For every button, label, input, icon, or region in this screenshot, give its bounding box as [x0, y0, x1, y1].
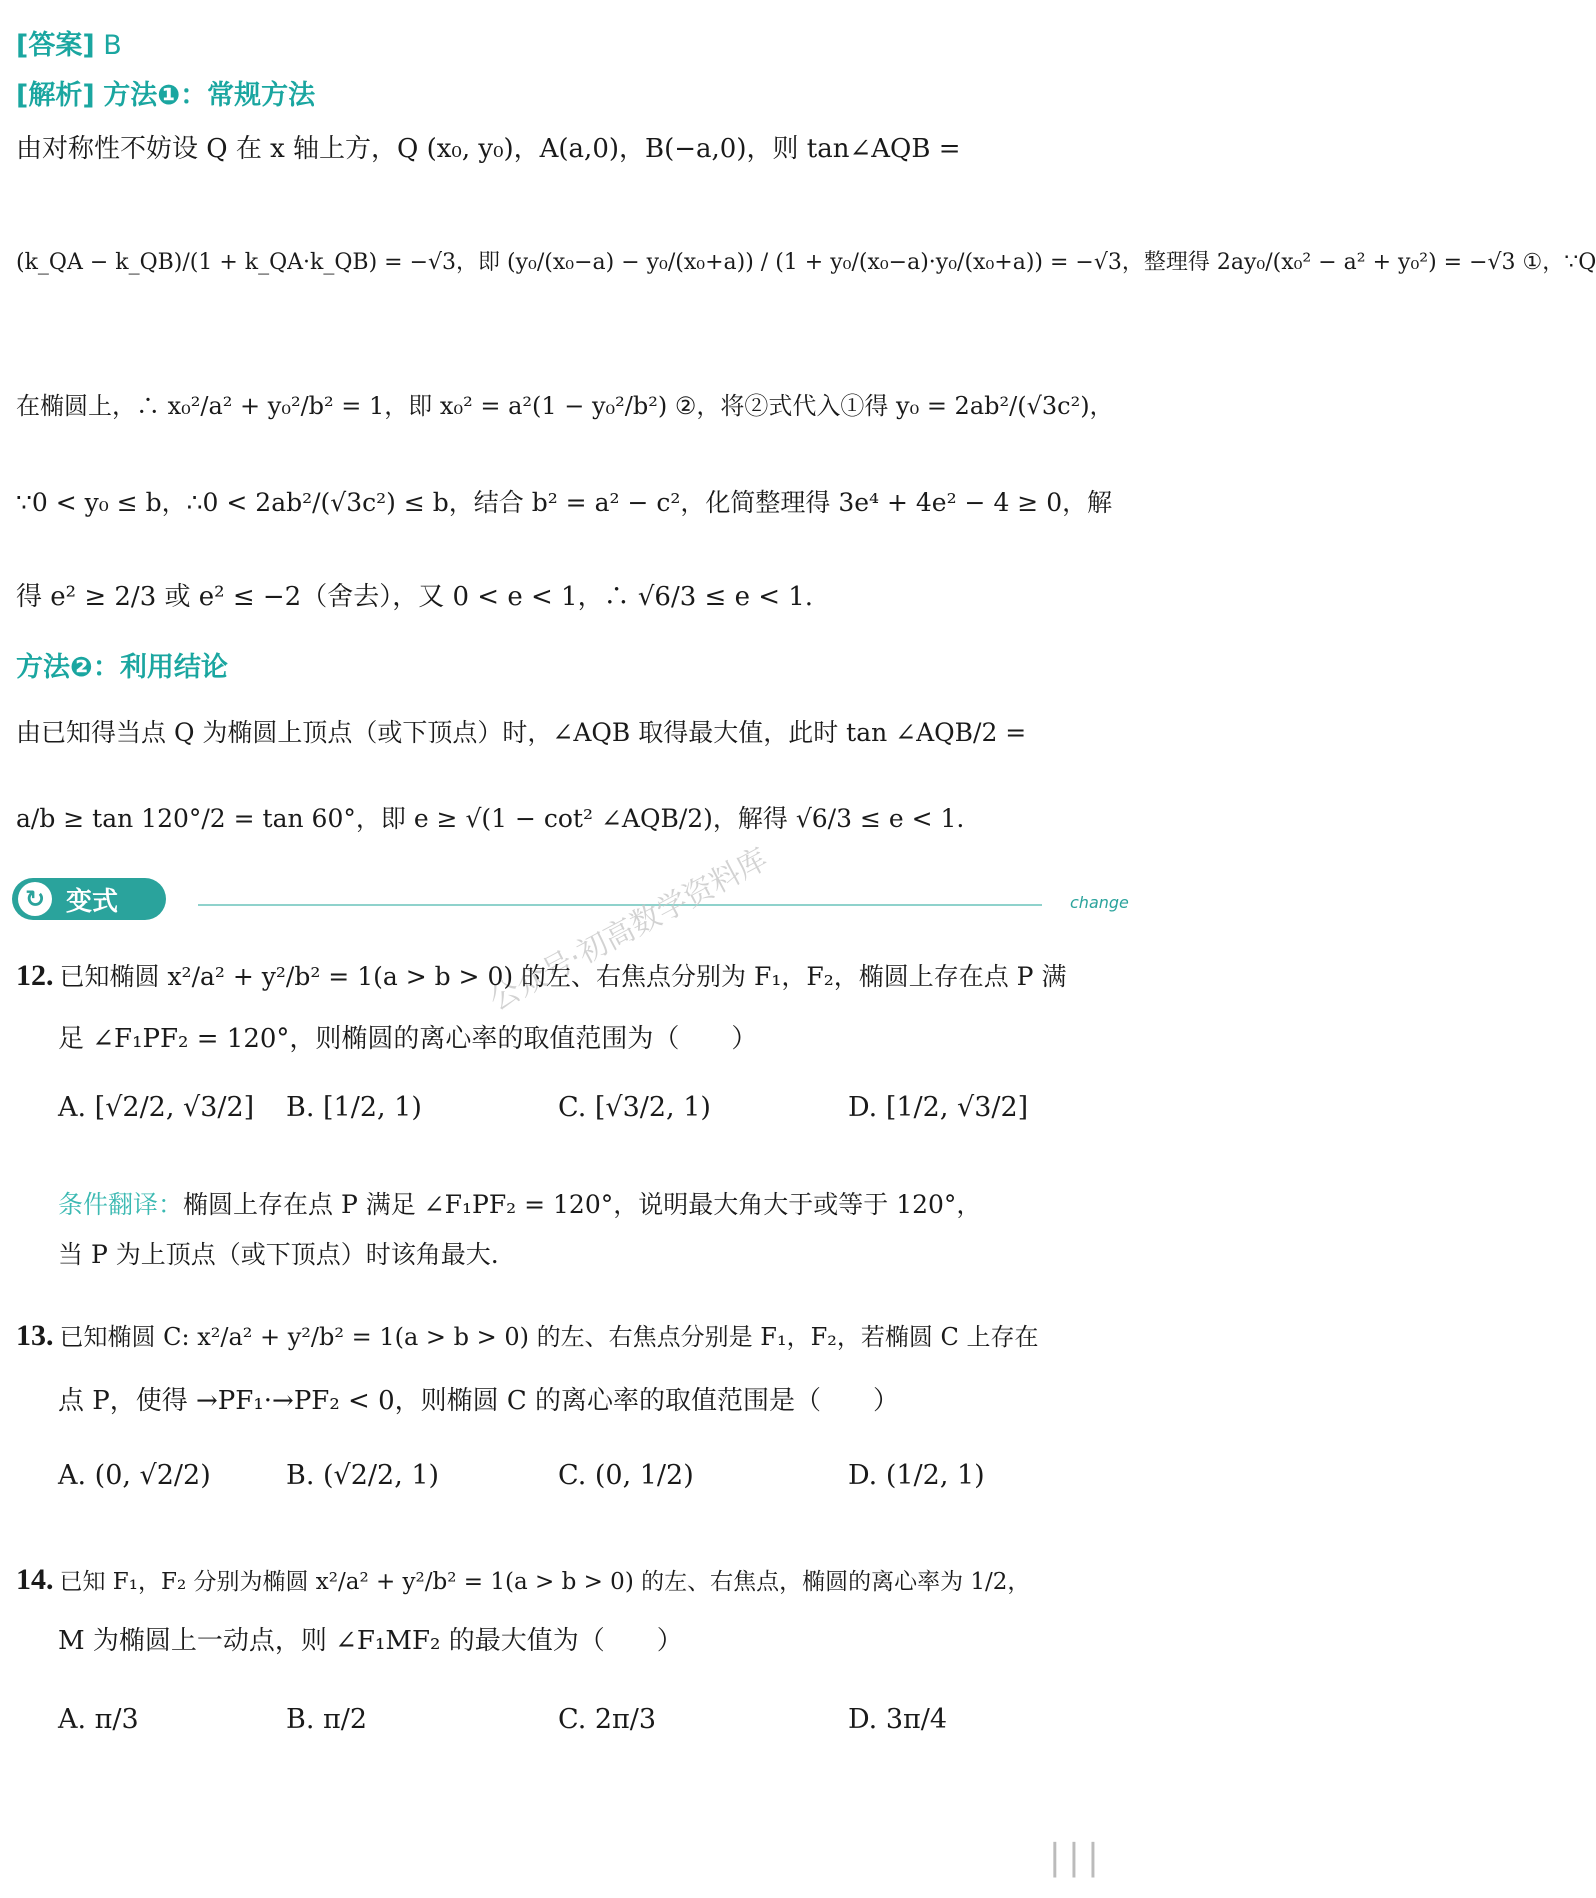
q12-note-1 [58, 1190, 1135, 1220]
method2-title: 方法❷：利用结论 [16, 652, 228, 683]
q12-note-2: 当 P 为上顶点（或下顶点）时该角最大. [58, 1240, 499, 1269]
analysis-line-4: ∵0 < y₀ ≤ b，∴0 < 2ab²/(√3c²) ≤ b，结合 b² = a² − c²，化简整理得 3e⁴ + 4e² − 4 ≥ 0，解 [16, 488, 1113, 517]
swirl-icon: ↻ [18, 882, 52, 916]
answer-value: B [103, 30, 122, 61]
analysis-line-5: 得 e² ≥ 2/3 或 e² ≤ −2（舍去），又 0 < e < 1，∴ √6/3 ≤ e < 1. [16, 582, 814, 612]
q14-stem-1 [16, 1562, 1135, 1598]
q13-stem-2: 点 P，使得 →PF₁·→PF₂ < 0，则椭圆 C 的离心率的取值范围是（ ） [58, 1386, 900, 1416]
q12-option-c[interactable]: C. [√3/2, 1) [558, 1092, 711, 1123]
q14-option-a[interactable]: A. π/3 [58, 1704, 139, 1735]
banner-change-label: change [1070, 893, 1129, 912]
q14-option-b[interactable]: B. π/2 [286, 1704, 368, 1735]
q12-note-text-1: 椭圆上存在点 P 满足 ∠F₁PF₂ = 120°，说明最大角大于或等于 120°， [183, 1190, 982, 1219]
analysis-line-3: 在椭圆上，∴ x₀²/a² + y₀²/b² = 1，即 x₀² = a²(1 − y₀²/b²) ②，将②式代入①得 y₀ = 2ab²/(√3c²)， [16, 392, 1114, 420]
analysis-line-2: (k_QA − k_QB)/(1 + k_QA·k_QB) = −√3，即 (y₀/(x₀−a) − y₀/(x₀+a)) / (1 + y₀/(x₀−a)·y₀/(x₀+a)) = −√3，整理得 2ay₀/(x₀² − a² + y₀²) = −√3 ①，∵Q [16, 250, 1596, 275]
q12-option-a[interactable]: A. [√2/2, √3/2] [58, 1092, 255, 1123]
q14-option-c[interactable]: C. 2π/3 [558, 1704, 657, 1735]
q13-option-b[interactable]: B. (√2/2, 1) [286, 1460, 440, 1491]
q12-stem-1 [16, 958, 1135, 994]
variant-banner [12, 878, 166, 920]
q14-option-d[interactable]: D. 3π/4 [848, 1704, 948, 1735]
q12-note-label: 条件翻译： [58, 1190, 184, 1219]
q13-option-c[interactable]: C. (0, 1/2) [558, 1460, 694, 1491]
q12-option-b[interactable]: B. [1/2, 1) [286, 1092, 422, 1123]
answer-label: [答案] [16, 30, 95, 61]
method1-title: 方法❶：常规方法 [103, 80, 316, 111]
analysis-header [16, 80, 1135, 112]
q13-option-a[interactable]: A. (0, √2/2) [58, 1460, 211, 1491]
watermark: 公众号·初高数学资料库 [483, 841, 774, 1018]
q13-number: 13. [16, 1319, 54, 1352]
page-stack-icon: ▏▏▏ [1053, 1843, 1111, 1878]
banner-label: 变式 [66, 886, 119, 917]
q14-stem-2: M 为椭圆上一动点，则 ∠F₁MF₂ 的最大值为（ ） [58, 1626, 683, 1656]
method2-line-2: a/b ≥ tan 120°/2 = tan 60°，即 e ≥ √(1 − cot² ∠AQB/2)，解得 √6/3 ≤ e < 1. [16, 804, 965, 833]
answer-line [16, 30, 1135, 62]
q13-stem-text-1: 已知椭圆 C: x²/a² + y²/b² = 1(a > b > 0) 的左、右焦点分别是 F₁，F₂，若椭圆 C 上存在 [59, 1323, 1039, 1351]
analysis-tag: [解析] [16, 80, 95, 111]
q14-number: 14. [16, 1563, 54, 1596]
q12-stem-text-1: 已知椭圆 x²/a² + y²/b² = 1(a > b > 0) 的左、右焦点分别为 F₁，F₂，椭圆上存在点 P 满 [59, 962, 1067, 991]
q13-stem-1 [16, 1318, 1135, 1354]
q13-option-d[interactable]: D. (1/2, 1) [848, 1460, 985, 1491]
q14-stem-text-1: 已知 F₁，F₂ 分别为椭圆 x²/a² + y²/b² = 1(a > b > 0) 的左、右焦点，椭圆的离心率为 1/2， [59, 1569, 1031, 1595]
q12-number: 12. [16, 959, 54, 992]
analysis-line-1: 由对称性不妨设 Q 在 x 轴上方，Q (x₀, y₀)，A(a,0)，B(−a,0)，则 tan∠AQB = [16, 134, 961, 164]
bottom-bar [0, 1838, 1151, 1898]
method2-line-1: 由已知得当点 Q 为椭圆上顶点（或下顶点）时，∠AQB 取得最大值，此时 tan ∠AQB/2 = [16, 718, 1027, 747]
q12-stem-2: 足 ∠F₁PF₂ = 120°，则椭圆的离心率的取值范围为（ ） [58, 1024, 758, 1054]
q12-option-d[interactable]: D. [1/2, √3/2] [848, 1092, 1029, 1123]
